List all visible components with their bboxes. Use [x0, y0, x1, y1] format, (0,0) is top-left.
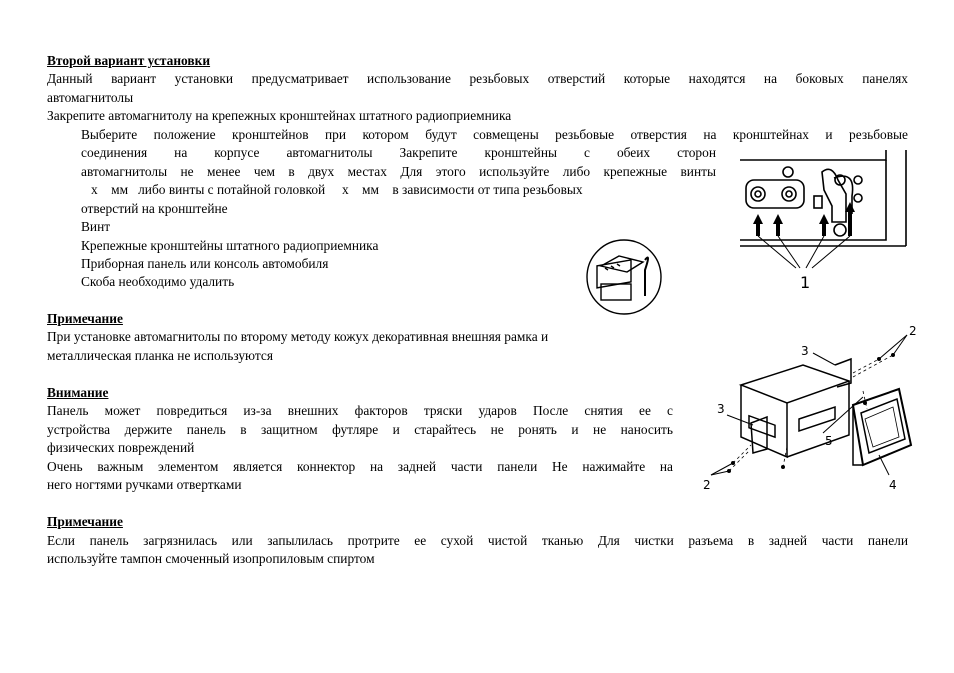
radio-detail-figure: [585, 238, 663, 316]
warning-text-line: Панель может повредиться из-за внешних факторов тряски ударов После снятия ее с: [47, 403, 673, 418]
instruction-line: х мм либо винты с потайной головкой х мм в зависимости от типа резьбовых: [81, 182, 583, 197]
instruction-line: автомагнитолы не менее чем в двух местах Для этого используйте либо крепежные винты: [81, 164, 716, 179]
callout-number: 5: [825, 434, 833, 448]
warning-text-line: физических повреждений: [47, 440, 195, 455]
legend-item: Скоба необходимо удалить: [81, 274, 235, 289]
callout-number: 3: [717, 402, 725, 416]
section-heading: Второй вариант установки: [47, 53, 211, 68]
note-heading: Примечание: [47, 514, 123, 529]
bracket-screws-figure: [736, 150, 916, 295]
exploded-view-figure: [703, 325, 923, 500]
intro-text-line: Данный вариант установки предусматривает использование резьбовых отверстий которые находятся на боковых панелях: [47, 71, 908, 86]
note-text-line: При установке автомагнитолы по второму методу кожух декоративная внешняя рамка и: [47, 329, 549, 344]
legend-item: Крепежные кронштейны штатного радиоприемника: [81, 238, 379, 253]
note-text-line: используйте тампон смоченный изопропиловым спиртом: [47, 551, 375, 566]
warning-text-line: Очень важным элементом является коннектор на задней части панели Не нажимайте на: [47, 459, 673, 474]
callout-number: 3: [801, 344, 809, 358]
note-heading: Примечание: [47, 311, 123, 326]
intro-text-line: автомагнитолы: [47, 90, 134, 105]
instruction-line: отверстий на кронштейне: [81, 201, 228, 216]
callout-number: 4: [889, 478, 897, 492]
callout-number: 1: [800, 273, 811, 292]
warning-text-line: него ногтями ручками отвертками: [47, 477, 242, 492]
note-text-line: металлическая планка не используются: [47, 348, 273, 363]
callout-number: 2: [909, 324, 917, 338]
callout-number: 2: [703, 478, 711, 492]
instruction-line: Выберите положение кронштейнов при котором будут совмещены резьбовые отверстия на кронштейнах и резьбовые: [81, 127, 908, 142]
instruction-line: соединения на корпусе автомагнитолы Закрепите кронштейны с обеих сторон: [81, 145, 716, 160]
warning-text-line: устройства держите панель в защитном футляре и старайтесь не ронять и не наносить: [47, 422, 673, 437]
legend-item: Приборная панель или консоль автомобиля: [81, 256, 329, 271]
step-text: Закрепите автомагнитолу на крепежных кронштейнах штатного радиоприемника: [47, 108, 512, 123]
legend-item: Винт: [81, 219, 111, 234]
note-text-line: Если панель загрязнилась или запылилась протрите ее сухой чистой тканью Для чистки разъема в задней части панели: [47, 533, 908, 548]
warning-heading: Внимание: [47, 385, 109, 400]
